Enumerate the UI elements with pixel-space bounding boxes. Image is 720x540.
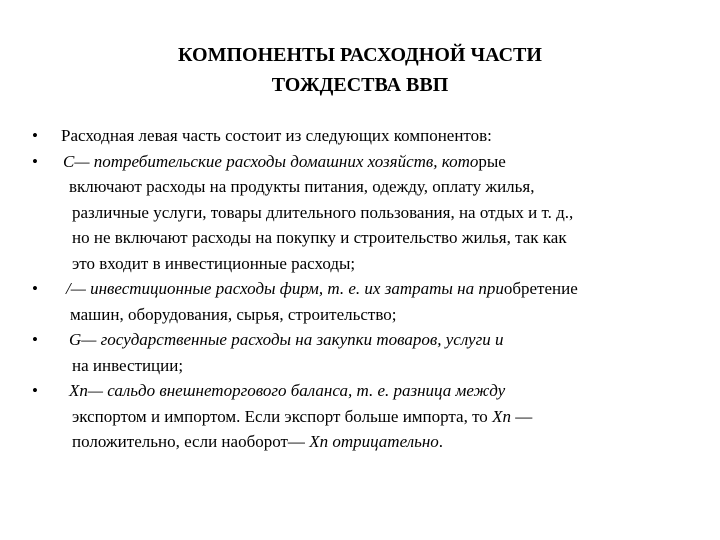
bullet-line: машин, оборудования, сырья, строительство; [70, 304, 397, 324]
bullet-item [0, 276, 720, 327]
bullet-line: Хn— сальдо внешнеторгового баланса, т. е. разница между [69, 381, 506, 400]
bullet-text: рые [478, 151, 506, 171]
slide-title [0, 40, 720, 100]
bullet-text: . [438, 432, 444, 451]
bullet-text-italic: /— инвестиционные расходы фирм, т. е. их затраты на при [66, 279, 504, 298]
bullet-line [0, 429, 720, 455]
bullet-dot-icon: • [32, 126, 38, 145]
bullet-item [0, 149, 720, 277]
bullet-line: G— государственные расходы на закупки товаров, услуги и [69, 330, 504, 349]
bullet-dot-icon: • [32, 279, 38, 298]
bullet-line: на инвестиции; [72, 355, 184, 375]
bullet-item [0, 123, 720, 149]
bullet-line: но не включают расходы на покупку и строительство жилья, так как [72, 228, 567, 247]
bullet-line: включают расходы на продукты питания, одежду, оплату жилья, [69, 177, 535, 196]
bullet-line: Расходная левая часть состоит из следующих компонентов: [61, 126, 492, 145]
bullet-dot-icon: • [32, 381, 38, 400]
bullet-text-italic: Хn [492, 406, 511, 426]
title-line-1: КОМПОНЕНТЫ РАСХОДНОЙ ЧАСТИ [178, 44, 542, 66]
bullet-item [0, 327, 720, 378]
bullet-list [0, 123, 720, 455]
bullet-dot-icon: • [32, 151, 38, 171]
bullet-text-italic: С— потребительские расходы домашних хозяйств, кото [63, 151, 479, 171]
bullet-dot-icon: • [32, 330, 38, 349]
bullet-line [0, 276, 720, 302]
bullet-text-italic: Хn отрицательно [309, 432, 439, 451]
bullet-line [0, 149, 720, 175]
bullet-line: это входит в инвестиционные расходы; [72, 253, 356, 273]
bullet-line [0, 404, 720, 430]
bullet-text: экспортом и импортом. Если экспорт больше импорта, то [72, 406, 493, 426]
bullet-item [0, 378, 720, 455]
bullet-text: обретение [503, 279, 578, 298]
bullet-line: различные услуги, товары длительного пользования, на отдых и т. д., [72, 202, 574, 222]
bullet-text: положительно, если наоборот— [72, 432, 310, 451]
bullet-text: — [510, 406, 533, 426]
title-line-2: ТОЖДЕСТВА ВВП [271, 74, 449, 96]
